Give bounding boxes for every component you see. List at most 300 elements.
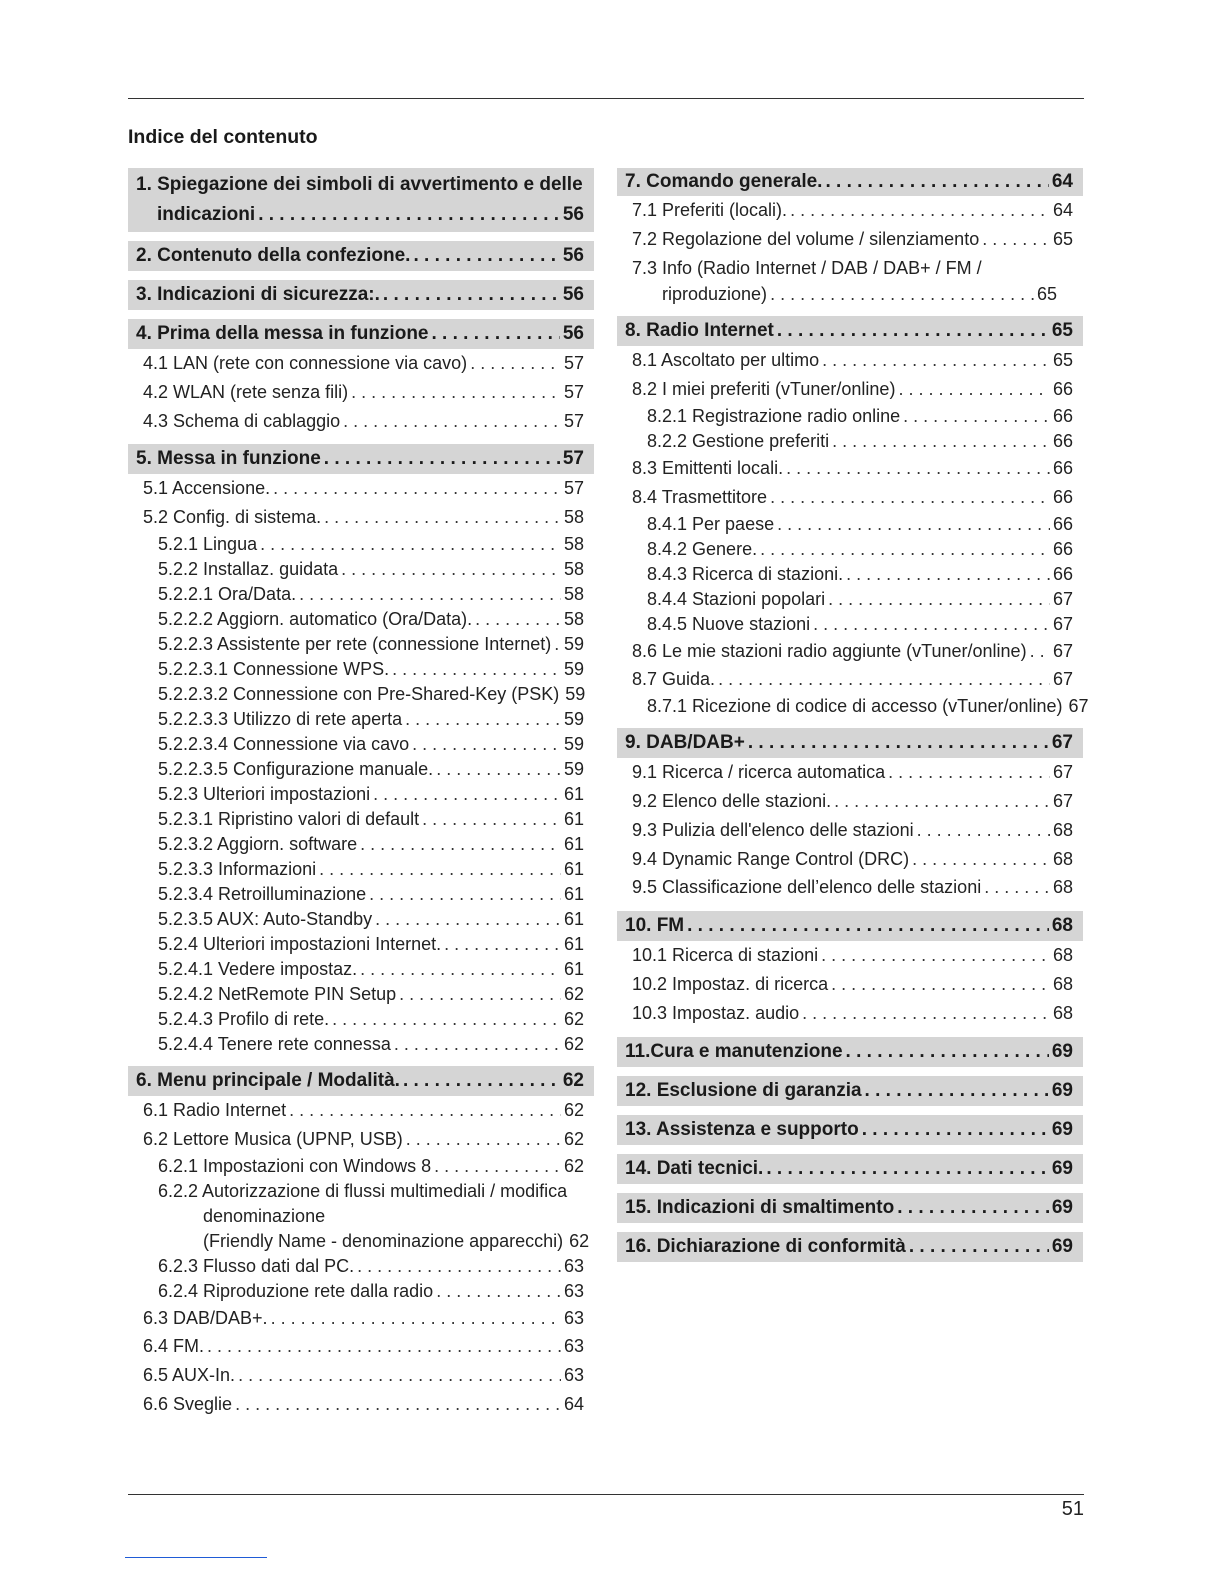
leader-dots (475, 607, 561, 632)
toc-entry[interactable] (128, 607, 594, 632)
toc-entry-label: 6.2 Lettore Musica (UPNP, USB) (143, 1128, 403, 1149)
toc-entry-label: 10.1 Ricerca di stazioni (632, 945, 819, 966)
toc-entry-label: 6.4 FM. (143, 1336, 205, 1357)
toc-section-2[interactable] (128, 241, 594, 271)
toc-entry[interactable] (128, 1154, 594, 1179)
toc-page-number: 59 (563, 708, 584, 729)
toc-entry-label: 5.2.2.3.4 Connessione via cavo (158, 733, 410, 754)
toc-entry-label: 6.3 DAB/DAB+. (143, 1307, 268, 1328)
toc-entry[interactable] (617, 845, 1083, 874)
toc-page-number: 59 (563, 758, 584, 779)
toc-entry-label: 5.1 Accensione. (143, 478, 271, 499)
leader-dots (687, 911, 1049, 941)
footer-accent-line (125, 1557, 267, 1558)
toc-page-number: 66 (1052, 430, 1073, 451)
toc-section-title: 15. Indicazioni di smaltimento (625, 1196, 895, 1218)
toc-page-number: 61 (563, 808, 584, 829)
toc-page-number: 62 (563, 983, 584, 1004)
toc-entry[interactable] (617, 665, 1083, 694)
leader-dots (718, 665, 1050, 694)
leader-dots (351, 378, 561, 407)
toc-entry-label: 6.2.4 Riproduzione rete dalla radio (158, 1280, 434, 1301)
footer-rule (128, 1494, 1084, 1495)
toc-entry[interactable] (128, 782, 594, 807)
leader-dots (984, 873, 1050, 902)
leader-dots (373, 782, 561, 807)
toc-entry-label: 7.1 Preferiti (locali). (632, 200, 788, 220)
toc-entry[interactable] (128, 932, 594, 957)
toc-page-number: 66 (1052, 457, 1073, 478)
leader-dots (834, 787, 1050, 816)
leader-dots (332, 1007, 561, 1032)
toc-entry[interactable] (128, 807, 594, 832)
toc-page-number: 69 (1051, 1196, 1073, 1218)
toc-section-title: 8. Radio Internet (625, 320, 774, 342)
leader-dots (825, 168, 1048, 196)
toc-entry-label: 6.2.1 Impostazioni con Windows 8 (158, 1155, 432, 1176)
toc-page-number: 67 (1052, 640, 1073, 661)
toc-section-title: 13. Assistenza e supporto (625, 1118, 859, 1140)
toc-entry[interactable] (128, 1254, 594, 1279)
toc-entry-label: 5.2.4.3 Profilo di rete. (158, 1008, 330, 1029)
toc-page-number: 62 (569, 1230, 590, 1251)
toc-entry-label: 8.2.1 Registrazione radio online (647, 405, 901, 426)
toc-entry[interactable] (617, 941, 1083, 970)
leader-dots (770, 483, 1050, 512)
toc-entry-label: 4.1 LAN (rete con connessione via cavo) (143, 353, 468, 373)
toc-page-number: 66 (1052, 513, 1073, 534)
toc-entry-label: 6.6 Sveglie (143, 1393, 233, 1414)
toc-entry-label: 8.3 Emittenti locali. (632, 457, 784, 478)
leader-dots (898, 375, 1050, 404)
toc-entry-label: 8.4 Trasmettitore (632, 486, 768, 507)
leader-dots (405, 707, 561, 732)
toc-entry-label: 4.2 WLAN (rete senza fili) (143, 381, 349, 402)
toc-section-title: 11.Cura e manutenzione (625, 1040, 843, 1062)
toc-entry[interactable] (617, 196, 1083, 225)
toc-page-number: 62 (563, 1099, 584, 1120)
leader-dots (357, 1254, 561, 1279)
toc-left-column (128, 168, 594, 1419)
toc-entry[interactable] (617, 537, 1083, 562)
toc-entry-label-cont: denominazione (203, 1205, 326, 1226)
toc-entry[interactable] (128, 732, 594, 757)
toc-entry[interactable] (128, 657, 594, 682)
toc-entry[interactable] (617, 429, 1083, 454)
leader-dots (271, 1304, 561, 1333)
leader-dots (786, 454, 1050, 483)
toc-section-6[interactable] (128, 1066, 594, 1096)
leader-dots (802, 999, 1050, 1028)
toc-entry-label: 5.2.3.3 Informazioni (158, 858, 317, 879)
toc-entry[interactable] (617, 758, 1083, 787)
leader-dots (436, 757, 561, 782)
toc-page-number: 66 (1052, 379, 1073, 400)
leader-dots (432, 319, 560, 349)
toc-section-title: 1. Spiegazione dei simboli di avvertimento e delle (136, 174, 583, 195)
toc-section-12[interactable] (617, 1076, 1083, 1106)
toc-page-number: 66 (1052, 538, 1073, 559)
toc-page-number: 67 (1051, 732, 1073, 754)
toc-section-10[interactable] (617, 911, 1083, 941)
toc-section-title: 4. Prima della messa in funzione (136, 323, 429, 344)
toc-section-title: 9. DAB/DAB+ (625, 732, 745, 754)
toc-entry-label: 5.2.4.2 NetRemote PIN Setup (158, 983, 397, 1004)
leader-dots (770, 282, 1034, 307)
toc-entry-label: 6.2.3 Flusso dati dal PC. (158, 1255, 355, 1276)
leader-dots (777, 316, 1049, 346)
leader-dots (821, 941, 1050, 970)
leader-dots (912, 845, 1050, 874)
toc-entry-label: 5.2.3 Ulteriori impostazioni (158, 783, 371, 804)
leader-dots (846, 1037, 1049, 1067)
toc-entry-label: 9.5 Classificazione dell’elenco delle stazioni (632, 877, 982, 898)
leader-dots (422, 807, 561, 832)
toc-page-number: 61 (563, 783, 584, 804)
toc-entry-multiline[interactable] (128, 1179, 594, 1254)
toc-entry[interactable] (617, 375, 1083, 404)
toc-entry-label: 5.2.4.4 Tenere rete connessa (158, 1033, 391, 1054)
toc-page-number: 58 (563, 583, 584, 604)
toc-section-7[interactable] (617, 168, 1083, 196)
toc-entry-label-cont: riproduzione) (662, 284, 768, 305)
toc-entry-label: 6.1 Radio Internet (143, 1099, 287, 1120)
toc-entry-label: 5.2.1 Lingua (158, 533, 258, 554)
toc-entry[interactable] (128, 474, 594, 503)
toc-entry[interactable] (617, 637, 1083, 666)
leader-dots (862, 1115, 1049, 1145)
toc-entry-label: 5.2.2.3.1 Connessione WPS. (158, 658, 390, 679)
toc-entry[interactable] (617, 694, 1089, 719)
leader-dots (258, 200, 560, 230)
toc-section-10-items (617, 941, 1083, 1027)
toc-page-number: 69 (1051, 1235, 1073, 1257)
toc-entry[interactable] (617, 454, 1083, 483)
toc-page-number: 62 (563, 1033, 584, 1054)
toc-section-3[interactable] (128, 280, 594, 310)
toc-entry[interactable] (617, 999, 1083, 1028)
leader-dots (470, 349, 561, 378)
leader-dots (341, 557, 561, 582)
toc-section-11[interactable] (617, 1037, 1083, 1067)
toc-entry-label: 5.2.2.2 Aggiorn. automatico (Ora/Data). (158, 608, 473, 629)
toc-page-number: 63 (563, 1336, 584, 1357)
toc-page-number: 61 (563, 883, 584, 904)
toc-section-8[interactable] (617, 316, 1083, 346)
toc-entry[interactable] (617, 404, 1083, 429)
toc-page-number: 66 (1052, 563, 1073, 584)
toc-entry[interactable] (128, 907, 594, 932)
leader-dots (207, 1332, 561, 1361)
toc-entry-label: 7.2 Regolazione del volume / silenziamento (632, 228, 980, 249)
toc-page-number: 67 (1068, 696, 1089, 717)
toc-entry-label: 5.2.3.2 Aggiorn. software (158, 833, 358, 854)
leader-dots (766, 1154, 1049, 1184)
leader-dots (360, 957, 561, 982)
toc-entry[interactable] (128, 557, 594, 582)
toc-entry-label: 8.2 I miei preferiti (vTuner/online) (632, 379, 896, 400)
toc-section-13[interactable] (617, 1115, 1083, 1145)
toc-entry[interactable] (128, 857, 594, 882)
leader-dots (235, 1390, 561, 1419)
toc-page-number: 64 (563, 1393, 584, 1414)
toc-entry-label: 9.3 Pulizia dell'elenco delle stazioni (632, 819, 914, 840)
toc-entry-label-cont: (Friendly Name - denominazione apparecchi) (203, 1230, 564, 1251)
leader-dots (832, 429, 1050, 454)
leader-dots (394, 1032, 561, 1057)
leader-dots (828, 587, 1050, 612)
toc-entry[interactable] (128, 1007, 594, 1032)
toc-entry-label: 5.2.3.4 Retroilluminazione (158, 883, 367, 904)
leader-dots (324, 444, 560, 474)
leader-dots (903, 404, 1050, 429)
toc-page-number: 61 (563, 933, 584, 954)
toc-entry[interactable] (128, 1096, 594, 1125)
toc-page-number: 59 (565, 683, 586, 704)
leader-dots (260, 532, 561, 557)
leader-dots (554, 632, 561, 657)
toc-page-number: 61 (563, 833, 584, 854)
toc-entry-label: 5.2.2 Installaz. guidata (158, 558, 339, 579)
toc-entry[interactable] (128, 832, 594, 857)
leader-dots (813, 612, 1050, 637)
toc-entry-label: 5.2.3.1 Ripristino valori di default (158, 808, 420, 829)
leader-dots (760, 537, 1050, 562)
toc-page-number: 66 (1052, 405, 1073, 426)
toc-entry[interactable] (128, 349, 594, 378)
toc-page-number: 68 (1052, 848, 1073, 869)
toc-entry-label: 5.2.4 Ulteriori impostazioni Internet. (158, 933, 442, 954)
toc-page-number: 65 (1051, 320, 1073, 342)
toc-section-4-items (128, 349, 594, 435)
leader-dots (777, 512, 1050, 537)
toc-page-number: 67 (1052, 762, 1073, 783)
toc-entry-label: 8.4.5 Nuove stazioni (647, 613, 811, 634)
leader-dots (436, 1279, 561, 1304)
toc-entry[interactable] (128, 1361, 594, 1390)
leader-dots (412, 732, 561, 757)
toc-entry[interactable] (617, 562, 1083, 587)
toc-entry-label: 8.1 Ascoltato per ultimo (632, 350, 820, 371)
toc-entry[interactable] (128, 1125, 594, 1154)
toc-entry-label: 5.2 Config. di sistema. (143, 507, 322, 528)
toc-entry[interactable] (128, 882, 594, 907)
leader-dots (375, 907, 561, 932)
toc-entry[interactable] (617, 225, 1083, 254)
toc-entry[interactable] (128, 757, 594, 782)
toc-section-title: 16. Dichiarazione di conformità (625, 1235, 906, 1257)
leader-dots (369, 882, 561, 907)
toc-entry-multiline[interactable] (617, 254, 1083, 308)
toc-page-number: 58 (563, 608, 584, 629)
leader-dots (383, 280, 560, 310)
toc-section-title: 14. Dati tecnici. (625, 1157, 764, 1179)
toc-page-number: 56 (562, 204, 584, 225)
toc-entry[interactable] (128, 1279, 594, 1304)
toc-entry[interactable] (128, 1390, 594, 1419)
toc-page-number: 62 (563, 1008, 584, 1029)
toc-page-number: 56 (562, 284, 584, 305)
toc-page-number: 57 (563, 478, 584, 499)
toc-section-16[interactable] (617, 1232, 1083, 1262)
toc-entry-label: 5.2.4.1 Vedere impostaz. (158, 958, 358, 979)
toc-section-5[interactable] (128, 444, 594, 474)
toc-entry-label: 8.4.3 Ricerca di stazioni. (647, 563, 844, 584)
toc-entry-label: 5.2.3.5 AUX: Auto-Standby (158, 908, 373, 929)
toc-section-title-cont: indicazioni (157, 204, 256, 225)
toc-entry[interactable] (617, 512, 1083, 537)
toc-page-number: 62 (563, 1155, 584, 1176)
toc-entry-label: 9.1 Ricerca / ricerca automatica (632, 762, 886, 783)
toc-entry[interactable] (128, 957, 594, 982)
toc-section-9-items (617, 758, 1083, 902)
toc-page-number: 57 (562, 448, 584, 470)
leader-dots (831, 970, 1050, 999)
toc-entry-label: 5.2.2.3.3 Utilizzo di rete aperta (158, 708, 403, 729)
toc-entry[interactable] (128, 1304, 594, 1333)
toc-page-number: 61 (563, 858, 584, 879)
toc-page-number: 56 (562, 245, 584, 266)
toc-section-8-items (617, 346, 1089, 719)
toc-page-number: 69 (1051, 1040, 1073, 1062)
leader-dots (319, 857, 561, 882)
toc-page-number: 63 (563, 1365, 584, 1386)
toc-right-column (617, 168, 1089, 1262)
header-rule (128, 98, 1084, 99)
toc-page-number: 67 (1052, 669, 1073, 690)
toc-page-number: 65 (1052, 228, 1073, 249)
toc-entry[interactable] (128, 1332, 594, 1361)
leader-dots (273, 474, 561, 503)
toc-page-number: 56 (562, 323, 584, 344)
page-title: Indice del contenuto (128, 126, 318, 148)
toc-page-number: 68 (1052, 973, 1073, 994)
toc-section-1[interactable] (128, 168, 594, 232)
toc-section-9[interactable] (617, 728, 1083, 758)
toc-page-number: 69 (1051, 1118, 1073, 1140)
toc-entry-label: 8.4.2 Genere. (647, 538, 758, 559)
leader-dots (399, 982, 561, 1007)
toc-page-number: 63 (563, 1280, 584, 1301)
toc-page-number: 67 (1052, 613, 1073, 634)
toc-section-14[interactable] (617, 1154, 1083, 1184)
leader-dots (909, 1232, 1049, 1262)
toc-page-number: 65 (1052, 350, 1073, 371)
toc-entry[interactable] (617, 873, 1083, 902)
leader-dots (748, 728, 1049, 758)
toc-entry[interactable] (617, 970, 1083, 999)
toc-page-number: 64 (1052, 200, 1073, 220)
leader-dots (392, 657, 561, 682)
toc-entry[interactable] (128, 632, 594, 657)
toc-page-number: 58 (563, 558, 584, 579)
toc-entry[interactable] (617, 483, 1083, 512)
toc-page-number: 68 (1052, 877, 1073, 898)
toc-page-number: 68 (1052, 1002, 1073, 1023)
leader-dots (289, 1096, 561, 1125)
toc-entry-label: 8.6 Le mie stazioni radio aggiunte (vTuner/online) (632, 640, 1027, 661)
toc-page-number: 61 (563, 908, 584, 929)
toc-section-title: 12. Esclusione di garanzia (625, 1079, 862, 1101)
toc-page-number: 69 (1051, 1079, 1073, 1101)
toc-section-title: 7. Comando generale. (625, 171, 823, 192)
toc-entry-label: 8.2.2 Gestione preferiti (647, 430, 830, 451)
toc-entry[interactable] (617, 587, 1083, 612)
leader-dots (1030, 637, 1050, 666)
toc-entry-label: 9.4 Dynamic Range Control (DRC) (632, 848, 910, 869)
toc-entry[interactable] (617, 612, 1083, 637)
leader-dots (343, 407, 561, 436)
toc-entry[interactable] (128, 532, 594, 557)
leader-dots (299, 582, 561, 607)
toc-entry[interactable] (128, 582, 594, 607)
page-number: 51 (1061, 1498, 1084, 1520)
toc-page-number: 65 (1036, 284, 1057, 305)
toc-section-title: 6. Menu principale / Modalità. (136, 1069, 400, 1091)
toc-entry[interactable] (128, 682, 594, 707)
toc-entry-label: 5.2.2.3 Assistente per rete (connessione Internet) (158, 633, 552, 654)
toc-section-5-items (128, 474, 594, 1057)
toc-section-4[interactable] (128, 319, 594, 349)
toc-entry[interactable] (128, 503, 594, 532)
leader-dots (406, 1125, 561, 1154)
toc-entry-label: 5.2.2.3.5 Configurazione manuale. (158, 758, 434, 779)
toc-entry-label: 7.3 Info (Radio Internet / DAB / DAB+ / FM / (632, 257, 982, 278)
leader-dots (324, 503, 561, 532)
toc-entry[interactable] (128, 1032, 594, 1057)
toc-page-number: 57 (563, 353, 584, 373)
leader-dots (413, 241, 559, 271)
toc-section-15[interactable] (617, 1193, 1083, 1223)
toc-entry-label: 8.4.1 Per paese (647, 513, 775, 534)
leader-dots (444, 932, 561, 957)
toc-entry-label: 8.7 Guida. (632, 669, 716, 690)
leader-dots (888, 758, 1050, 787)
toc-page-number: 68 (1051, 915, 1073, 937)
toc-section-title: 5. Messa in funzione (136, 448, 321, 470)
leader-dots (403, 1066, 560, 1096)
leader-dots (360, 832, 561, 857)
toc-page-number: 68 (1052, 819, 1073, 840)
toc-page-number: 61 (563, 958, 584, 979)
toc-section-title: 2. Contenuto della confezione. (136, 245, 411, 266)
toc-page-number: 63 (563, 1307, 584, 1328)
toc-entry-label: 6.5 AUX-In. (143, 1365, 236, 1386)
toc-page-number: 67 (1052, 588, 1073, 609)
toc-page-number: 63 (563, 1255, 584, 1276)
toc-section-title: 10. FM (625, 915, 685, 937)
toc-entry-label: 5.2.2.3.2 Connessione con Pre-Shared-Key (PSK) (158, 683, 560, 704)
leader-dots (846, 562, 1050, 587)
toc-page-number: 59 (563, 633, 584, 654)
leader-dots (897, 1193, 1049, 1223)
toc-entry-label: 5.2.2.1 Ora/Data. (158, 583, 297, 604)
leader-dots (865, 1076, 1049, 1106)
toc-page-number: 69 (1051, 1157, 1073, 1179)
toc-entry[interactable] (617, 787, 1083, 816)
toc-entry[interactable] (128, 982, 594, 1007)
toc-entry-label: 10.3 Impostaz. audio (632, 1002, 800, 1023)
toc-entry[interactable] (617, 816, 1083, 845)
toc-entry-label: 10.2 Impostaz. di ricerca (632, 973, 829, 994)
toc-entry-label: 8.4.4 Stazioni popolari (647, 588, 826, 609)
toc-entry[interactable] (128, 378, 594, 407)
toc-entry[interactable] (128, 707, 594, 732)
toc-entry-label: 9.2 Elenco delle stazioni. (632, 790, 832, 811)
toc-entry[interactable] (617, 346, 1083, 375)
toc-page-number: 66 (1052, 486, 1073, 507)
toc-entry[interactable] (128, 407, 594, 436)
